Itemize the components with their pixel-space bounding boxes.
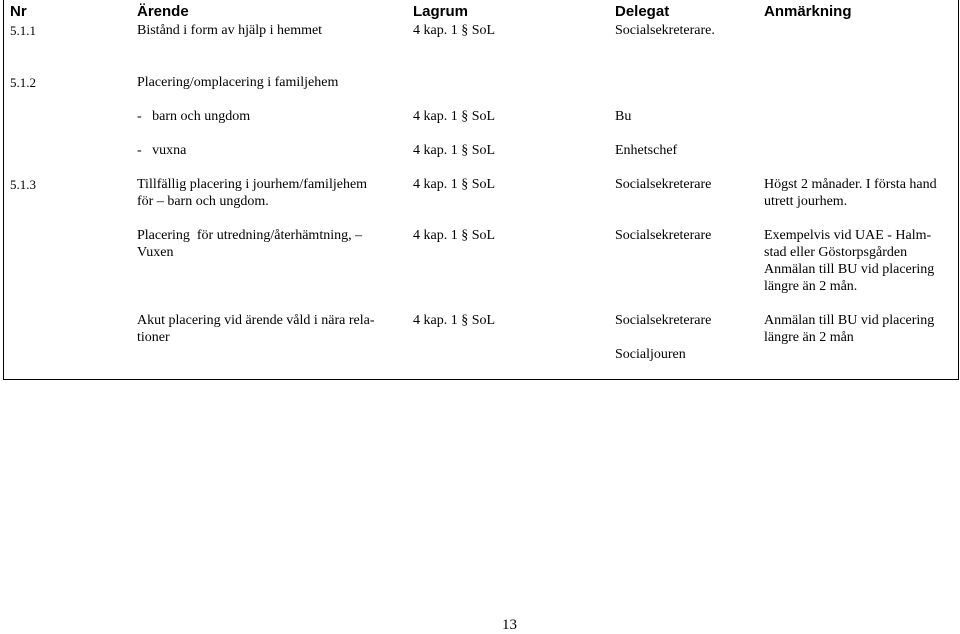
header-arende: Ärende — [137, 3, 189, 20]
row-arende-line: Tillfällig placering i jourhem/familjehem — [137, 177, 368, 192]
row-arende: Placering/omplacering i familjehem — [137, 75, 339, 90]
row-arende-line: Placering för utredning/återhämtning, – — [137, 228, 363, 243]
row-anm-line: Exempelvis vid UAE - Halm- — [764, 228, 932, 243]
row-nr: 5.1.2 — [10, 75, 36, 90]
row-sub-lagrum: 4 kap. 1 § SoL — [413, 143, 496, 158]
row-sub-arende: - barn och ungdom — [137, 109, 251, 124]
row-delegat: Socialsekreterare. — [615, 23, 715, 38]
row-delegat: Socialjouren — [615, 347, 686, 362]
row-delegat: Socialsekreterare — [615, 313, 712, 328]
row-arende: Bistånd i form av hjälp i hemmet — [137, 23, 323, 38]
row-lagrum: 4 kap. 1 § SoL — [413, 23, 496, 38]
row-sub-lagrum: 4 kap. 1 § SoL — [413, 109, 496, 124]
row-anm-line: längre än 2 mån — [764, 330, 854, 345]
row-lagrum: 4 kap. 1 § SoL — [413, 313, 496, 328]
row-anm-line: utrett jourhem. — [764, 194, 848, 209]
row-anm-line: längre än 2 mån. — [764, 279, 858, 294]
row-anm-line: stad eller Göstorpsgården — [764, 245, 908, 260]
row-anm-line: Anmälan till BU vid placering — [764, 262, 935, 277]
row-lagrum: 4 kap. 1 § SoL — [413, 228, 496, 243]
header-nr: Nr — [10, 3, 27, 20]
row-sub-delegat: Enhetschef — [615, 143, 678, 158]
row-anm-line: Anmälan till BU vid placering — [764, 313, 935, 328]
row-anm-line: Högst 2 månader. I första hand — [764, 177, 937, 192]
row-arende-line: Akut placering vid ärende våld i nära rela- — [137, 313, 375, 328]
page-number: 13 — [502, 617, 517, 633]
row-delegat: Socialsekreterare — [615, 177, 712, 192]
row-sub-delegat: Bu — [615, 109, 632, 124]
row-arende-line: Vuxen — [137, 245, 174, 260]
header-lagrum: Lagrum — [413, 3, 469, 20]
row-lagrum: 4 kap. 1 § SoL — [413, 177, 496, 192]
row-arende-line: för – barn och ungdom. — [137, 194, 269, 209]
row-arende-line: tioner — [137, 330, 170, 345]
row-sub-arende: - vuxna — [137, 143, 187, 158]
row-nr: 5.1.1 — [10, 23, 36, 38]
row-nr: 5.1.3 — [10, 177, 36, 192]
row-delegat: Socialsekreterare — [615, 228, 712, 243]
header-delegat: Delegat — [615, 3, 670, 20]
header-anmarkning: Anmärkning — [764, 3, 852, 20]
